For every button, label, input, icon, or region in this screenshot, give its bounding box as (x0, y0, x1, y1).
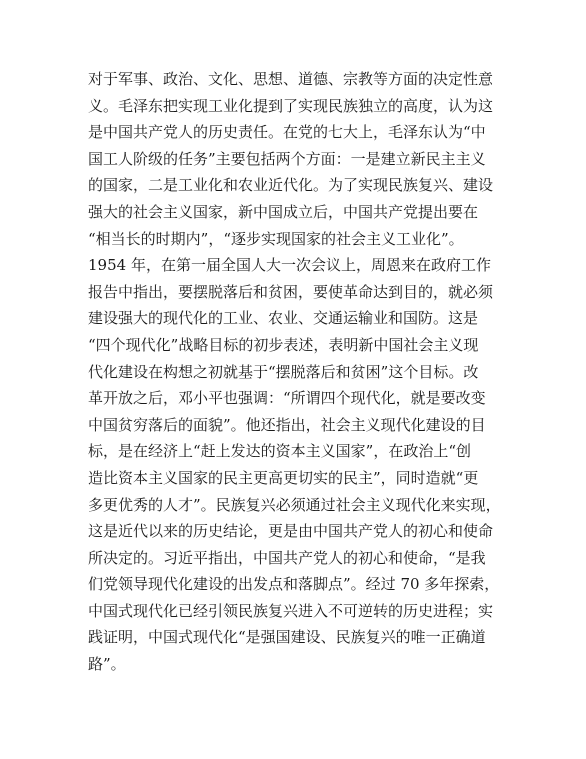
text-line: 中国式现代化已经引领民族复兴进入不可逆转的历史进程；实 (88, 601, 494, 620)
text-line: 报告中指出，要摆脱落后和贫困，要使革命达到目的，就必须 (88, 282, 494, 301)
text-line: 所决定的。习近平指出，中国共产党人的初心和使命，“是我 (88, 548, 486, 567)
text-line: 中国贫穷落后的面貌”。他还指出，社会主义现代化建设的目 (88, 415, 486, 434)
text-line: 建设强大的现代化的工业、农业、交通运输业和国防。这是 (88, 309, 479, 328)
text-line: 的国家，二是工业化和农业近代化。为了实现民族复兴、建设 (88, 176, 494, 195)
text-line: 国工人阶级的任务”主要包括两个方面：一是建立新民主主义 (88, 149, 486, 168)
text-line: “相当长的时期内”，“逐步实现国家的社会主义工业化”。 (88, 229, 464, 248)
body-text (88, 66, 508, 678)
text-line: 革开放之后，邓小平也强调：“所谓四个现代化，就是要改变 (88, 389, 486, 408)
text-line: 多更优秀的人才”。民族复兴必须通过社会主义现代化来实现， (88, 495, 501, 514)
text-line: 路”。 (88, 655, 126, 674)
text-line: 们党领导现代化建设的出发点和落脚点”。经过 70 多年探索， (88, 575, 500, 594)
text-line: 1954 年，在第一届全国人大一次会议上，周恩来在政府工作 (88, 256, 491, 275)
text-line: 代化建设在构想之初就基于“摆脱落后和贫困”这个目标。改 (88, 362, 479, 381)
text-line: 对于军事、政治、文化、思想、道德、宗教等方面的决定性意 (88, 70, 494, 88)
text-line: 造比资本主义国家的民主更高更切实的民主”，同时造就“更 (88, 468, 479, 487)
text-line: “四个现代化”战略目标的初步表述，表明新中国社会主义现 (88, 335, 479, 354)
text-line: 强大的社会主义国家，新中国成立后，中国共产党提出要在 (88, 202, 479, 221)
text-line: 义。毛泽东把实现工业化提到了实现民族独立的高度，认为这 (88, 96, 494, 115)
text-line: 标，是在经济上“赶上发达的资本主义国家”，在政治上“创 (88, 442, 472, 461)
text-line: 践证明，中国式现代化“是强国建设、民族复兴的唯一正确道 (88, 628, 486, 647)
text-line: 是中国共产党人的历史责任。在党的七大上，毛泽东认为“中 (88, 123, 486, 142)
text-line: 这是近代以来的历史结论，更是由中国共产党人的初心和使命 (88, 522, 494, 541)
